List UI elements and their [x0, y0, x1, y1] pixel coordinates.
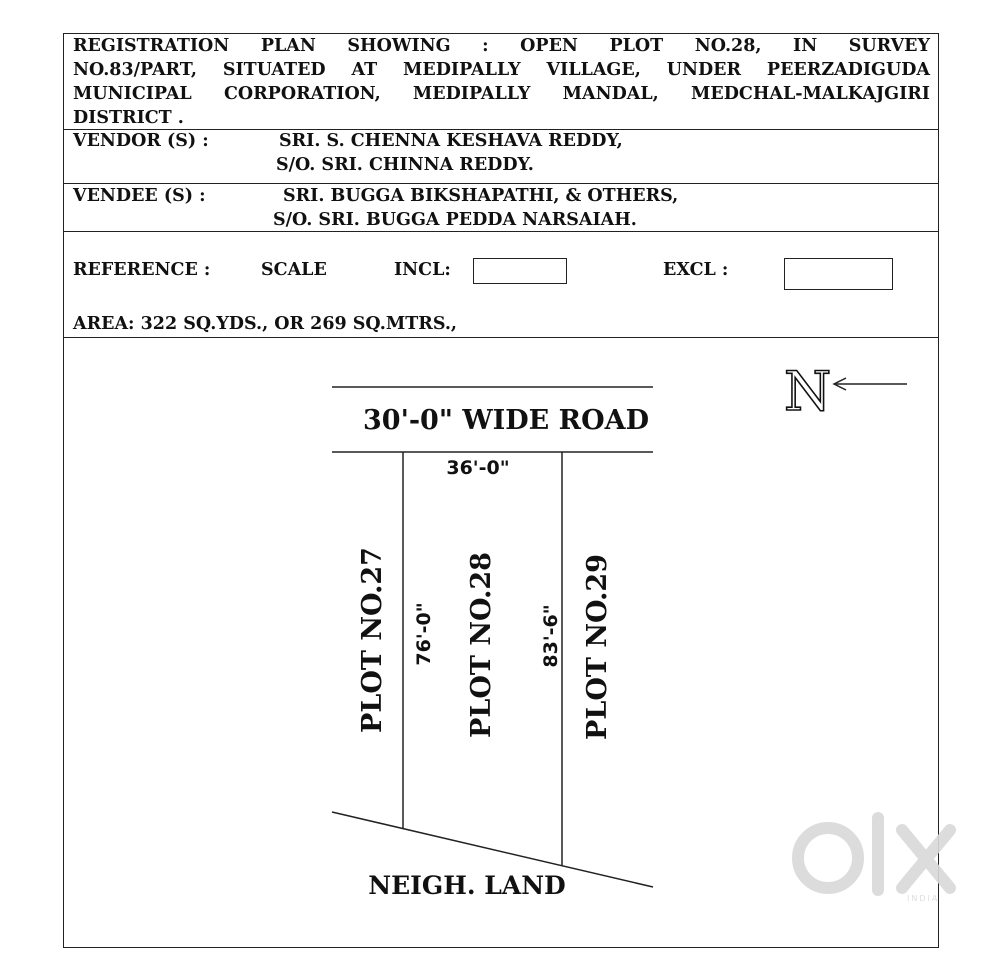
area-text: AREA: 322 SQ.YDS., OR 269 SQ.MTRS.,: [73, 314, 458, 334]
vendee-label: VENDEE (S) :: [73, 186, 206, 206]
plot29-label: PLOT NO.29: [582, 554, 613, 740]
north-arrow-icon: [784, 360, 907, 423]
scale-label: SCALE: [261, 260, 327, 280]
watermark-sub: INDIA: [907, 894, 940, 903]
front-dimension: 36'-0": [446, 457, 510, 479]
title-line-1: REGISTRATION PLAN SHOWING : OPEN PLOT NO.28, IN SURVEY: [73, 36, 930, 56]
excl-label: EXCL :: [663, 260, 729, 280]
plot27-label: PLOT NO.27: [357, 547, 388, 733]
north-symbol: N: [784, 360, 832, 423]
title-line-3: MUNICIPAL CORPORATION, MEDIPALLY MANDAL, MEDCHAL-MALKAJGIRI: [73, 84, 930, 104]
vendor-name-line1: SRI. S. CHENNA KESHAVA REDDY,: [279, 131, 623, 151]
olx-watermark: [798, 818, 950, 903]
watermark-o: [798, 828, 858, 888]
plot28-label: PLOT NO.28: [466, 552, 497, 738]
road-label: 30'-0" WIDE ROAD: [363, 405, 649, 436]
right-side-dimension: 83'-6": [540, 604, 562, 668]
left-side-dimension: 76'-0": [413, 602, 435, 666]
title-line-2: NO.83/PART, SITUATED AT MEDIPALLY VILLAGE, UNDER PEERZADIGUDA: [73, 60, 930, 80]
reference-label: REFERENCE :: [73, 260, 211, 280]
title-line-4: DISTRICT .: [73, 108, 184, 128]
vendee-name-line1: SRI. BUGGA BIKSHAPATHI, & OTHERS,: [283, 186, 679, 206]
vendee-name-line2: S/O. SRI. BUGGA PEDDA NARSAIAH.: [273, 210, 637, 230]
incl-label: INCL:: [394, 260, 451, 280]
neighbour-land-label: NEIGH. LAND: [368, 871, 566, 900]
vendor-name-line2: S/O. SRI. CHINNA REDDY.: [276, 155, 534, 175]
vendor-label: VENDOR (S) :: [73, 131, 209, 151]
